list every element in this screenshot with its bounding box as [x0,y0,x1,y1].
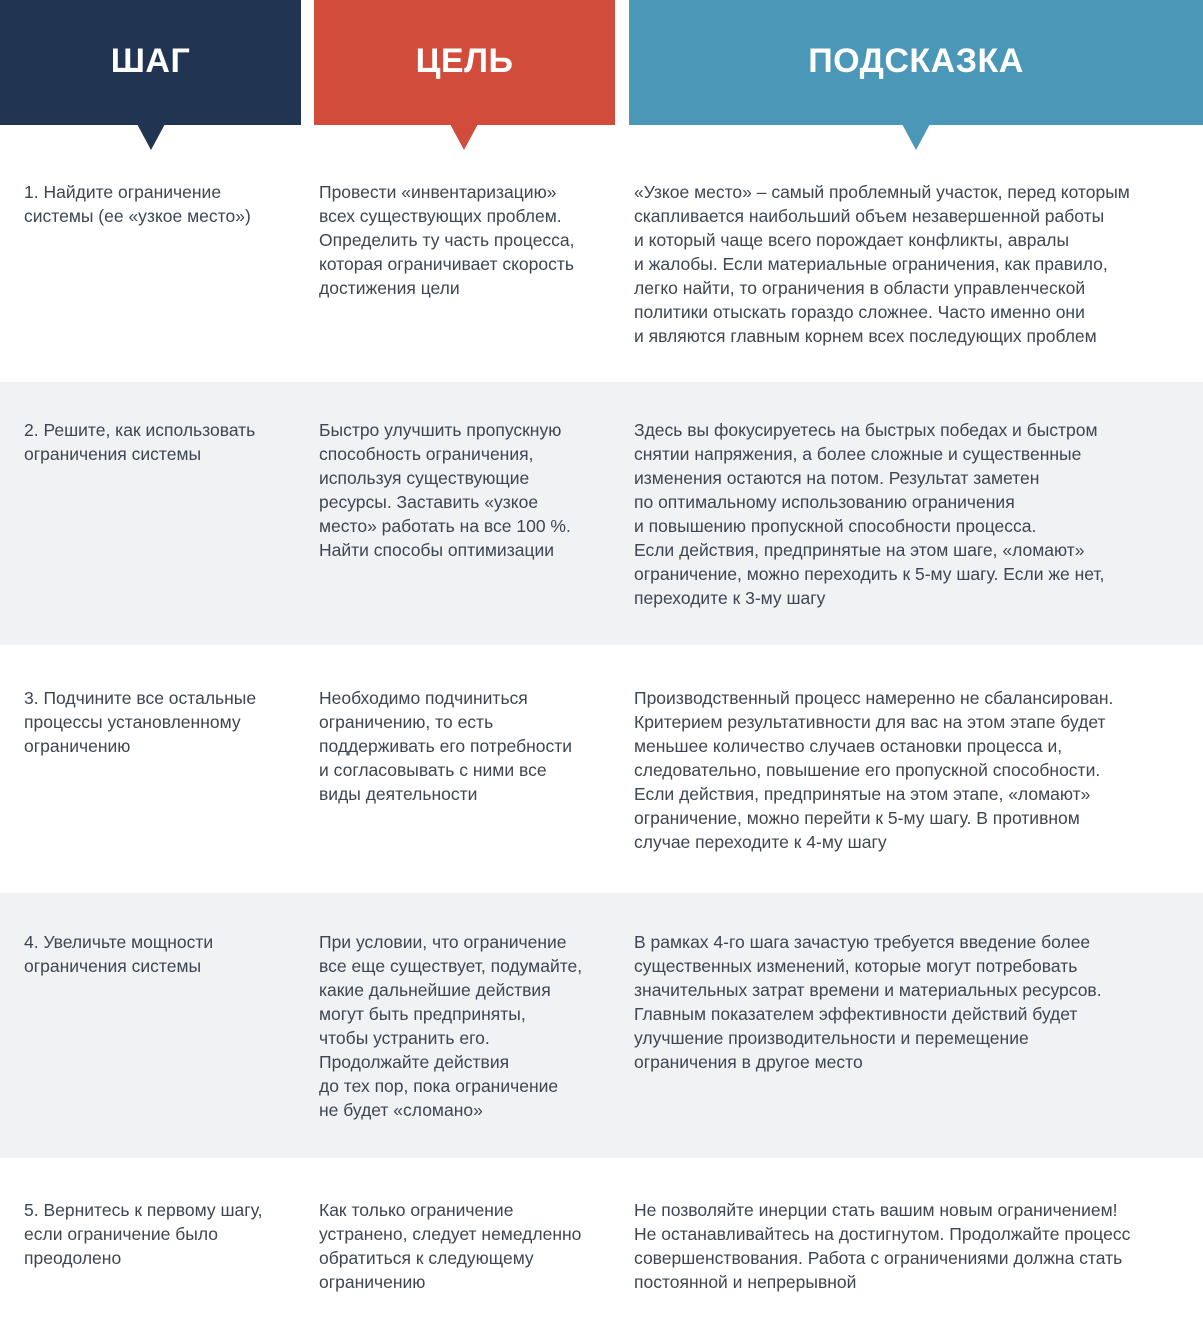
step-cell: 2. Решите, как использовать ограничения системы [24,420,256,464]
goal-column-header [314,0,615,125]
step-cell: 1. Найдите ограничение системы (ее «узкое место») [24,182,251,226]
goal-cell: Провести «инвентаризацию» всех существующих проблем. Определить ту часть процесса, которая ограничивает скорость достижения цели [319,182,575,298]
hint-header-title: ПОДСКАЗКА [808,42,1024,80]
step-cell: 3. Подчините все остальные процессы установленному ограничению [24,688,257,756]
goal-cell: Необходимо подчиниться ограничению, то есть поддерживать его потребности и согласовывать с ними все виды деятельности [319,688,573,804]
step-header-title: ШАГ [110,42,191,80]
hint-cell: Не позволяйте инерции стать вашим новым ограничением! Не останавливайтесь на достигнутом. Продолжайте процесс совершенствования. Работа с ограничениями должна стать постоянной и непрерывной [634,1200,1131,1292]
step-header-pointer [137,124,165,150]
goal-header-title: ЦЕЛЬ [415,42,514,80]
goal-cell: При условии, что ограничение все еще существует, подумайте, какие дальнейшие действия могут быть предприняты, чтобы устранить его. Продолжайте действия до тех пор, пока ограничение не будет «сломано» [319,932,583,1120]
hint-column-header [629,0,1203,125]
step-column-header [0,0,301,125]
goal-cell: Быстро улучшить пропускную способность ограничения, используя существующие ресурсы. Заставить «узкое место» работать на все 100 %. Найти способы оптимизации [319,420,571,560]
hint-cell: Производственный процесс намеренно не сбалансирован. Критерием результативности для вас на этом этапе будет меньшее количество случаев остановки процесса и, следовательно, повышение его пропускной способности. Если действия, предпринятые на этом этапе, «ломают» ограничение, можно перейти к 5-му шагу. В противном случае переходите к 4-му шагу [634,688,1114,852]
hint-cell: Здесь вы фокусируетесь на быстрых победах и быстром снятии напряжения, а более сложные и существенные изменения остаются на потом. Результат заметен по оптимальному использованию ограничения и повышению пропускной способности процесса. Если действия, предпринятые на этом шаге, «ломают» ограничение, можно переходить к 5-му шагу. Если же нет, переходите к 3-му шагу [634,420,1105,608]
hint-cell: «Узкое место» – самый проблемный участок, перед которым скапливается наибольший объем незавершенной работы и который чаще всего порождает конфликты, авралы и жалобы. Если материальные ограничения, как правило, легко найти, то ограничения в области управленческой политики отыскать гораздо сложнее. Часто именно они и являются главным корнем всех последующих проблем [634,182,1130,346]
step-cell: 5. Вернитесь к первому шагу, если ограничение было преодолено [24,1200,263,1268]
step-cell: 4. Увеличьте мощности ограничения системы [24,932,214,976]
goal-cell: Как только ограничение устранено, следует немедленно обратиться к следующему ограничению [319,1200,582,1292]
goal-header-pointer [450,124,478,150]
hint-header-pointer [902,124,930,150]
hint-cell: В рамках 4-го шага зачастую требуется введение более существенных изменений, которые могут потребовать значительных затрат времени и материальных ресурсов. Главным показателем эффективности действий будет улучшение производительности и перемещение ограничения в другое место [634,932,1102,1072]
